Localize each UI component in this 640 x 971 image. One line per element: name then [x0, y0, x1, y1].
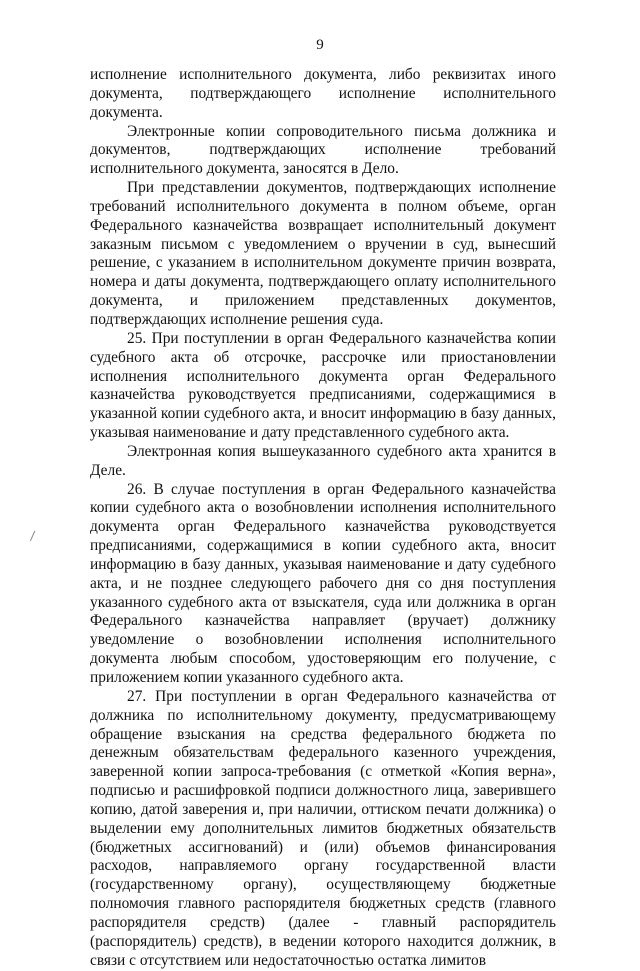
paragraph-electronic-copy-stored: Электронная копия вышеуказанного судебного акта хранится в Деле.: [90, 442, 556, 479]
margin-pen-mark: [30, 531, 38, 543]
paragraph-item-25: 25. При поступлении в орган Федерального казначейства копии судебного акта об отсрочке, рассрочке или приостановлении исполнения исполнительного документа орган Федерального казначейства руководствуется предписаниями, содержащимися в указанной копии судебного акта, и вносит информацию в базу данных, указывая наименование и дату представленного судебного акта.: [90, 329, 556, 442]
paragraph-item-26: 26. В случае поступления в орган Федерального казначейства копии судебного акта о возобновлении исполнения исполнительного документа орган Федерального казначейства руководствуется предписаниями, содержащимися в копии судебного акта, вносит информацию в базу данных, указывая наименование и дату судебного акта, и не позднее следующего рабочего дня со дня поступления указанного судебного акта от взыскателя, суда или должника в орган Федерального казначейства направляет (вручает) должнику уведомление о возобновлении исполнения исполнительного документа любым способом, удостоверяющим его получение, с приложением копии указанного судебного акта.: [90, 480, 556, 686]
paragraph-continuation: исполнение исполнительного документа, либо реквизитах иного документа, подтверждающего исполнение исполнительного документа.: [90, 66, 556, 121]
body-text: [90, 66, 556, 971]
paragraph-full-execution: При представлении документов, подтверждающих исполнение требований исполнительного документа в полном объеме, орган Федерального казначейства возвращает исполнительный документ заказным письмом с уведомлением о вручении в суд, вынесший решение, с указанием в исполнительном документе причин возврата, номера и даты документа, подтверждающего оплату исполнительного документа, и приложением представленных документов, подтверждающих исполнение решения суда.: [90, 179, 556, 328]
page-number: 9: [316, 37, 324, 53]
paragraph-item-27: 27. При поступлении в орган Федерального казначейства от должника по исполнительному документу, предусматривающему обращение взыскания на средства федерального бюджета по денежным обязательствам федерального казенного учреждения, заверенной копии запроса-требования (с отметкой «Копия верна», подписью и расшифровкой подписи должностного лица, заверившего копию, датой заверения и, при наличии, оттиском печати должника) о выделении ему дополнительных лимитов бюджетных обязательств (бюджетных ассигнований) и (или) объемов финансирования расходов, направляемого органу государственной власти (государственному органу), осуществляющему бюджетные полномочия главного распорядителя бюджетных средств (главного распорядителя средств) (далее - главный распорядитель (распорядитель) средств), в ведении которого находится должник, в связи с отсутствием или недостаточностью остатка лимитов: [90, 687, 556, 969]
paragraph-electronic-copies: Электронные копии сопроводительного письма должника и документов, подтверждающих исполнение требований исполнительного документа, заносятся в Дело.: [90, 122, 556, 178]
